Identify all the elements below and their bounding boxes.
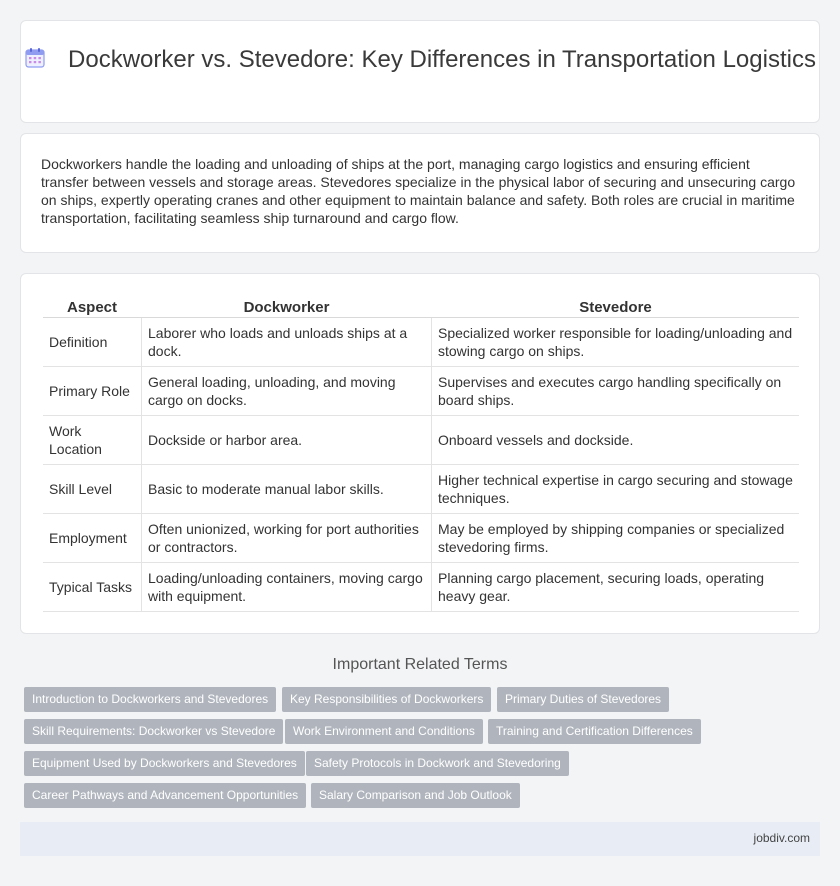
row-aspect: Employment [43, 514, 141, 563]
footer-site[interactable]: jobdiv.com [753, 831, 810, 845]
related-tag[interactable]: Equipment Used by Dockworkers and Stevedores [24, 751, 305, 776]
table-row [43, 465, 799, 514]
intro-paragraph: Dockworkers handle the loading and unloading of ships at the port, managing cargo logistics and ensuring efficient transfer between vessels and storage areas. Stevedores specialize in the physical labor of securing and unsecuring cargo on ships, expertly operating cranes and other equipment to maintain balance and safety. Both roles are crucial in maritime transportation, facilitating seamless ship turnaround and cargo flow. [41, 156, 796, 226]
row-dockworker: Basic to moderate manual labor skills. [141, 465, 432, 514]
row-dockworker: Loading/unloading containers, moving cargo with equipment. [141, 563, 432, 612]
row-stevedore: May be employed by shipping companies or specialized stevedoring firms. [432, 514, 799, 563]
related-tag[interactable]: Skill Requirements: Dockworker vs Stevedore [24, 719, 283, 744]
table-row [43, 514, 799, 563]
row-aspect: Primary Role [43, 367, 141, 416]
row-dockworker: Laborer who loads and unloads ships at a dock. [141, 318, 432, 367]
page-title [21, 45, 819, 74]
header-stevedore: Stevedore [432, 296, 799, 318]
related-tag[interactable]: Work Environment and Conditions [285, 719, 483, 744]
row-aspect: Typical Tasks [43, 563, 141, 612]
table-row [43, 563, 799, 612]
page-title-text: Dockworker vs. Stevedore: Key Differences in Transportation Logistics [68, 46, 816, 73]
row-stevedore: Planning cargo placement, securing loads, operating heavy gear. [432, 563, 799, 612]
header-aspect: Aspect [43, 296, 141, 318]
table-row [43, 318, 799, 367]
table-header-row [43, 296, 799, 318]
related-tag[interactable]: Training and Certification Differences [488, 719, 701, 744]
table-row [43, 416, 799, 465]
header-card [20, 20, 820, 123]
row-stevedore: Supervises and executes cargo handling specifically on board ships. [432, 367, 799, 416]
intro-card [20, 133, 820, 253]
row-stevedore: Specialized worker responsible for loading/unloading and stowing cargo on ships. [432, 318, 799, 367]
row-dockworker: Often unionized, working for port authorities or contractors. [141, 514, 432, 563]
row-aspect: Work Location [43, 416, 141, 465]
row-aspect: Skill Level [43, 465, 141, 514]
header-dockworker: Dockworker [141, 296, 432, 318]
related-tag[interactable]: Salary Comparison and Job Outlook [311, 783, 520, 808]
comparison-table [43, 296, 799, 612]
row-aspect: Definition [43, 318, 141, 367]
row-dockworker: Dockside or harbor area. [141, 416, 432, 465]
calendar-icon [24, 47, 46, 69]
row-stevedore: Higher technical expertise in cargo securing and stowage techniques. [432, 465, 799, 514]
related-tag[interactable]: Safety Protocols in Dockwork and Stevedoring [306, 751, 569, 776]
comparison-table-card [20, 273, 820, 634]
row-stevedore: Onboard vessels and dockside. [432, 416, 799, 465]
related-tag[interactable]: Introduction to Dockworkers and Stevedores [24, 687, 276, 712]
related-tag[interactable]: Career Pathways and Advancement Opportunities [24, 783, 306, 808]
row-dockworker: General loading, unloading, and moving cargo on docks. [141, 367, 432, 416]
footer [20, 822, 820, 856]
related-tag[interactable]: Key Responsibilities of Dockworkers [282, 687, 491, 712]
related-terms-title: Important Related Terms [332, 656, 508, 673]
related-tag[interactable]: Primary Duties of Stevedores [497, 687, 669, 712]
table-row [43, 367, 799, 416]
